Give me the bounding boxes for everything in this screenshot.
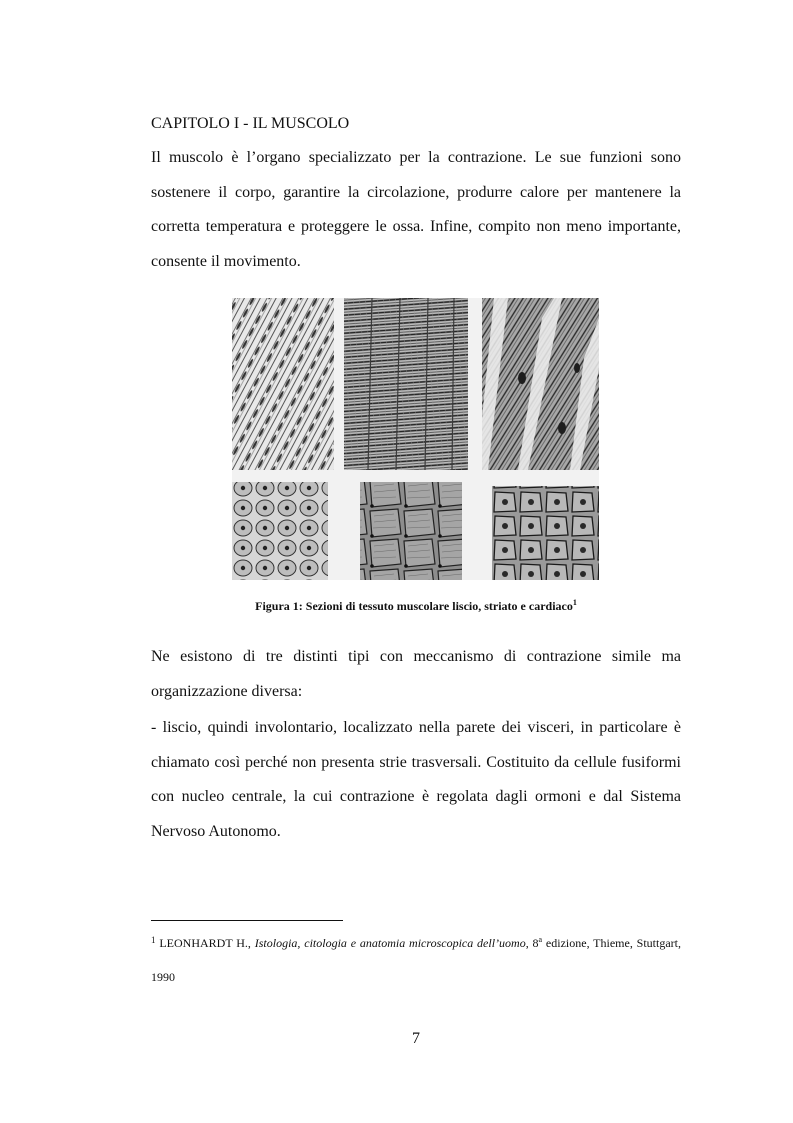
paragraph-types: Ne esistono di tre distinti tipi con meccanismo di contrazione simile ma organizzazione diversa: [151, 648, 681, 700]
skeletal-muscle-cross-section [360, 482, 462, 580]
footnote-author: LEONHARDT H., [159, 936, 255, 950]
page-number: 7 [412, 1030, 420, 1047]
skeletal-muscle-longitudinal [344, 298, 468, 470]
footnote-divider [151, 920, 343, 921]
footnote-publisher: edizione, Thieme, Stuttgart, 1990 [151, 936, 681, 984]
figure-caption-footnote-ref: 1 [572, 598, 577, 607]
footnote [151, 926, 681, 994]
figure-caption [151, 596, 681, 616]
figure-muscle-tissue [232, 298, 599, 580]
paragraph-intro: Il muscolo è l’organo specializzato per la contrazione. Le sue funzioni sono sostenere il corpo, garantire la circolazione, produrre calore per mantenere la corretta temperatura e proteggere le ossa. Infine, compito non meno importante, consente il movimento. [151, 149, 681, 270]
smooth-muscle-longitudinal [232, 298, 334, 470]
cardiac-muscle-cross-section [492, 486, 599, 580]
footnote-edition: , 8 [525, 936, 539, 950]
footnote-book-title: Istologia, citologia e anatomia microscopica dell’uomo [254, 936, 526, 950]
muscle-tissue-illustration [232, 298, 599, 580]
paragraph-smooth-muscle: - liscio, quindi involontario, localizzato nella parete dei visceri, in particolare è chiamato così perché non presenta strie trasversali. Costituito da cellule fusiformi con nucleo centrale, la cui contrazione è regolata dagli ormoni e dal Sistema Nervoso Autonomo. [151, 719, 681, 840]
footnote-mark: 1 [151, 935, 156, 945]
figure-caption-text: Figura 1: Sezioni di tessuto muscolare liscio, striato e cardiaco [255, 599, 573, 613]
smooth-muscle-cross-section [232, 482, 328, 580]
chapter-heading: CAPITOLO I - IL MUSCOLO [151, 115, 350, 132]
footnote-edition-sup: a [538, 935, 543, 944]
